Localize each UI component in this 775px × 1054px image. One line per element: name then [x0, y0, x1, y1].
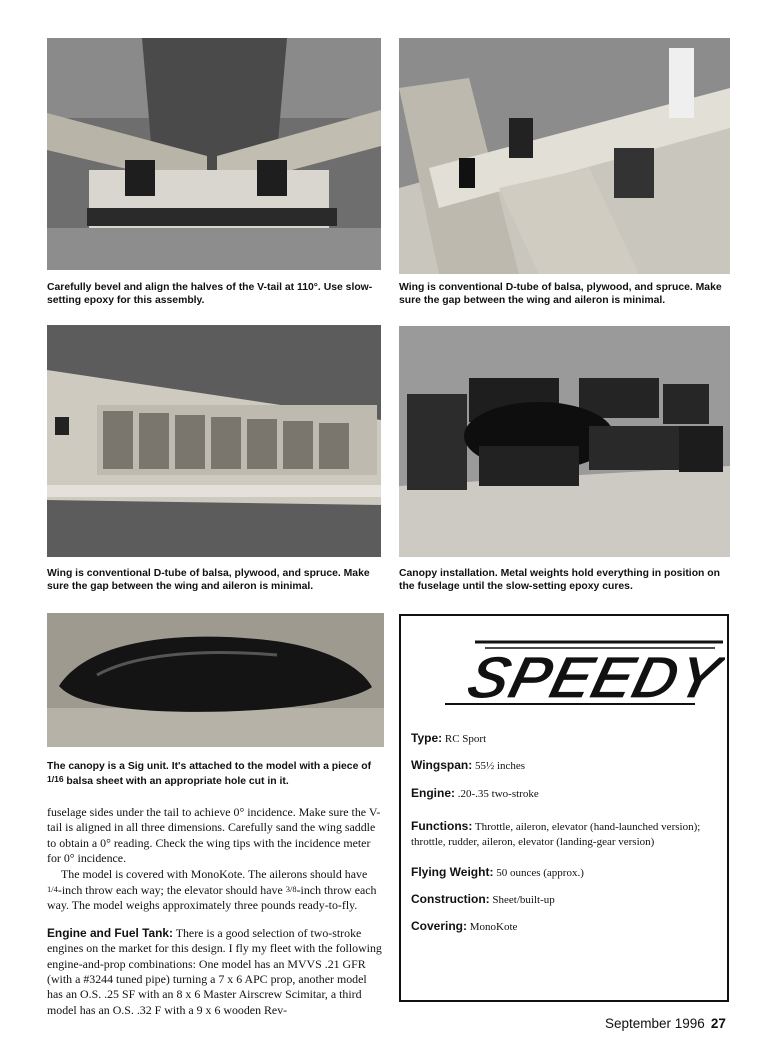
page-number: 27: [710, 1016, 726, 1031]
spec-covering: [411, 919, 723, 935]
article-body: [47, 805, 382, 1018]
spec-construction: [411, 892, 723, 908]
wing-jig-photo: [399, 38, 730, 274]
spec-flying-weight: [411, 865, 723, 881]
spec-functions-label: Functions:: [411, 819, 473, 833]
page-footer: [605, 1016, 726, 1031]
spec-flying-weight-value: 50 ounces (approx.): [493, 867, 584, 879]
spec-engine-value: .20-.35 two-stroke: [455, 788, 539, 800]
spec-wingspan: [411, 758, 723, 774]
caption-canopy-sig-a: The canopy is a Sig unit. It's attached to the model with a piece of: [47, 761, 372, 772]
wing-dtube-photo: [47, 325, 381, 557]
body-p2-b: -inch throw each way; the elevator should have: [57, 883, 286, 898]
spec-construction-label: Construction:: [411, 892, 490, 906]
speedy-logo-text: SPEEDY: [460, 643, 721, 710]
section-heading-engine: Engine and Fuel Tank:: [47, 925, 173, 940]
spec-functions-value: Throttle, aileron, elevator (hand-launched version); throttle, rudder, aileron, elevator (landing-gear version): [411, 821, 701, 848]
spec-type: [411, 731, 723, 747]
caption-canopy-sig: [47, 760, 385, 788]
spec-covering-label: Covering:: [411, 919, 468, 933]
spec-wingspan-label: Wingspan:: [411, 758, 473, 772]
spec-type-value: RC Sport: [442, 733, 487, 745]
spec-covering-value: MonoKote: [467, 921, 518, 933]
caption-canopy-install: Canopy installation. Metal weights hold everything in position on the fuselage until the slow-setting epoxy cures.: [399, 568, 720, 592]
speedy-logo: [445, 630, 725, 710]
spec-flying-weight-label: Flying Weight:: [411, 865, 494, 879]
caption-canopy-sig-frac: 1/16: [47, 774, 64, 784]
vtail-photo: [47, 38, 381, 270]
issue-date: September 1996: [605, 1016, 705, 1031]
spec-construction-value: Sheet/built-up: [489, 894, 555, 906]
spec-type-label: Type:: [411, 731, 443, 745]
caption-wing-jig: Wing is conventional D-tube of balsa, plywood, and spruce. Make sure the gap between the wing and aileron is minimal.: [399, 282, 722, 306]
body-paragraph-3: [47, 926, 382, 1018]
body-p2-frac1: 1/4: [47, 884, 58, 895]
spec-engine-label: Engine:: [411, 786, 455, 800]
body-p2-c: -inch throw each way. The model weighs approximately three pounds ready-to-fly.: [47, 883, 377, 913]
body-paragraph-1: fuselage sides under the tail to achieve 0° incidence. Make sure the V-tail is aligned in all three dimensions. Carefully sand the wing saddle to obtain a 0° reading. Check the wing tips with the incidence meter for 0° incidence.: [47, 805, 381, 866]
spec-wingspan-value: 55½ inches: [472, 760, 526, 772]
spec-functions: [411, 819, 723, 850]
caption-canopy-sig-b: balsa sheet with an appropriate hole cut in it.: [63, 776, 289, 787]
body-p3-text: There is a good selection of two-stroke engines on the market for this design. I fly my fleet with the following engine-and-prop combinations: One model has an MVVS .21 GFR (with a #3244 tuned pipe) turning a 7 x 6 APC prop, another model has an O.S. .25 SF with an 8 x 6 Master Airscrew Scimitar, a third model has an O.S. .32 F with a 9 x 6 wooden Rev-: [47, 925, 382, 1017]
spec-engine: [411, 786, 723, 802]
caption-wing-dtube: Wing is conventional D-tube of balsa, plywood, and spruce. Make sure the gap between the wing and aileron is minimal.: [47, 568, 370, 592]
canopy-weights-photo: [399, 326, 730, 557]
spec-box: [399, 614, 729, 1002]
canopy-sig-photo: [47, 613, 384, 747]
body-p2-a: The model is covered with MonoKote. The ailerons should have: [61, 866, 368, 881]
body-paragraph-2: [47, 867, 382, 914]
caption-vtail: Carefully bevel and align the halves of the V-tail at 110°. Use slow-setting epoxy for this assembly.: [47, 282, 373, 306]
body-p2-frac2: 3/8: [285, 884, 297, 895]
